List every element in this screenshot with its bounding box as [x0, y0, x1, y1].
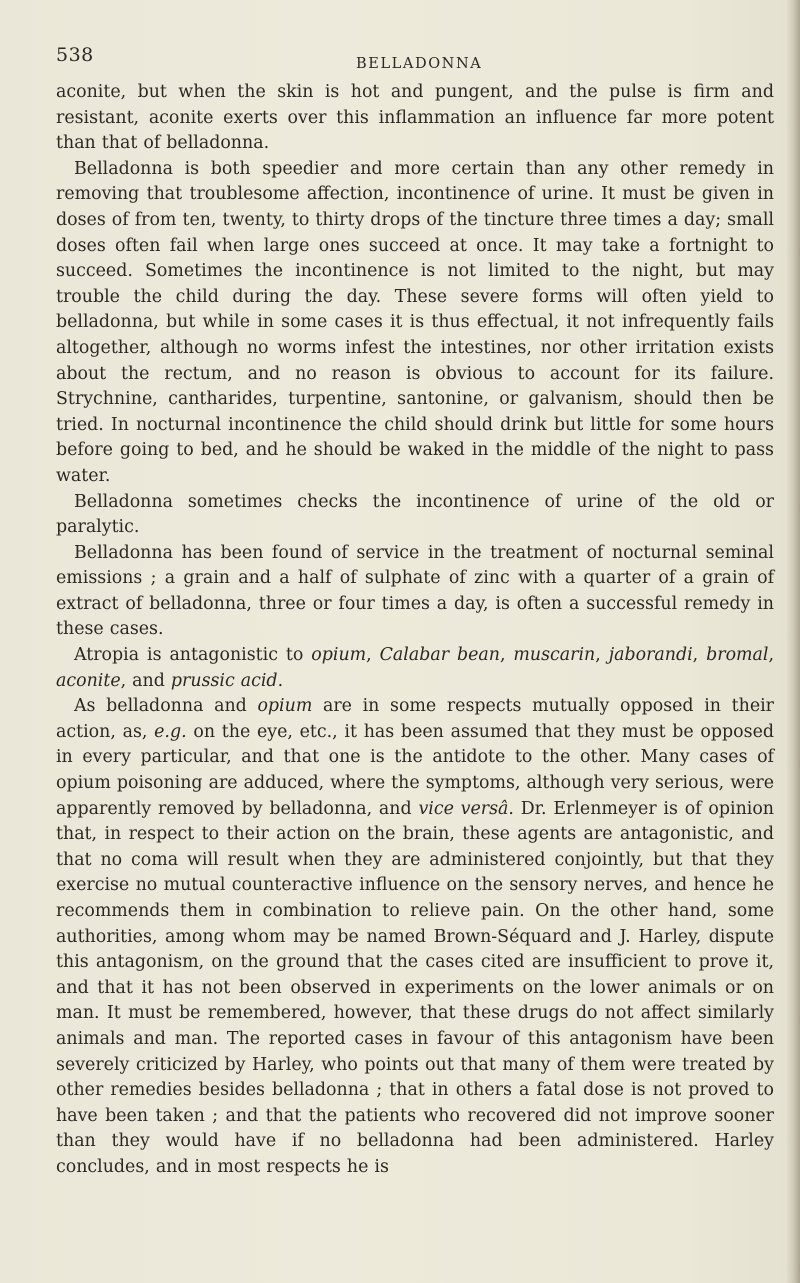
italic-term-vice-versa: vice versâ: [418, 798, 509, 819]
text-run: ,: [595, 645, 609, 666]
italic-term-prussic-acid: prussic acid: [170, 670, 278, 691]
italic-term-opium: opium: [257, 696, 313, 717]
paragraph-atropia-antagonists: [56, 643, 774, 694]
paragraph-seminal-emissions: Belladonna has been found of service in the treatment of nocturnal seminal emissions ; a grain and a half of sulphate of zinc with a quarter of a grain of extract of belladonna, three or four times a day, is often a successful remedy in these cases.: [56, 542, 774, 640]
paragraph-incontinence: Belladonna is both speedier and more certain than any other remedy in removing that troublesome affection, incontinence of urine. It must be given in doses of from ten, twenty, to thirty drops of the tincture three times a day; small doses often fail when large ones succeed at once. It may take a fortnight to succeed. Sometimes the incontinence is not limited to the night, but may trouble the child during the day. These severe forms will often yield to belladonna, but while in some cases it is thus effectual, it not infrequently fails altogether, although no worms infest the intestines, nor other irritation exists about the rectum, and no reason is obvious to account for its failure. Strychnine, cantharides, turpentine, santonine, or galvanism, should then be tried. In nocturnal incontinence the child should drink but little for some hours before going to bed, and he should be waked in the middle of the night to pass water.: [56, 158, 774, 486]
page-header: [56, 44, 776, 78]
text-run: Atropia is antagonistic to: [74, 645, 312, 666]
text-run: . Dr. Erlenmeyer is of opinion that, in respect to their action on the brain, these agents are antagonistic, and that no coma will result when they are administered conjointly, but that they exercise no mutual counteractive influence on the sensory nerves, and hence he recommends them in combination to relieve pain. On the other hand, some authorities, among whom may be named Brown-Séquard and J. Harley, dispute this antagonism, on the ground that the cases cited are insufficient to prove it, and that it has not been observed in experiments on the lower animals or on man. It must be remembered, however, that these drugs do not affect similarly animals and man. The reported cases in favour of this antagonism have been severely criticized by Harley, who points out that many of them were treated by other remedies besides belladonna ; that in others a fatal dose is not proved to have been taken ; and that the patients who recovered did not improve sooner than they would have if no belladonna had been administered. Harley concludes, and in most respects he is: [56, 798, 775, 1177]
italic-term-jaborandi: jaborandi: [608, 645, 693, 666]
text-run: ,: [499, 645, 514, 666]
italic-term-bromal: bromal: [706, 645, 769, 666]
text-run: ,: [768, 645, 774, 666]
italic-term-muscarin: muscarin: [513, 645, 596, 666]
text-run: ,: [366, 645, 380, 666]
text-run: are in some respects mutually opposed in their action, as,: [56, 696, 774, 742]
text-run: .: [277, 670, 284, 691]
italic-term-eg: e.g.: [154, 721, 187, 742]
paragraph-continuation: aconite, but when the skin is hot and pungent, and the pulse is firm and resistant, aconite exerts over this inflammation an influence far more potent than that of belladonna.: [56, 82, 774, 154]
italic-term-opium: opium: [311, 645, 367, 666]
body-text: [56, 80, 774, 1181]
text-run: , and: [120, 670, 171, 691]
page-number: 538: [56, 44, 94, 66]
text-run: ,: [692, 645, 707, 666]
italic-term-aconite: aconite: [56, 670, 121, 691]
text-run: As belladonna and: [74, 696, 258, 717]
running-head: BELLADONNA: [356, 56, 483, 72]
paragraph-opium-antagonism: [56, 694, 774, 1180]
paragraph-old-paralytic: Belladonna sometimes checks the incontinence of urine of the old or paralytic.: [56, 491, 774, 538]
italic-term-calabar-bean: Calabar bean: [379, 645, 500, 666]
page-edge-shadow: [786, 0, 800, 1283]
text-run: on the eye, etc., it has been assumed that they must be opposed in every particular, and that one is the antidote to the other. Many cases of opium poisoning are adduced, where the symptoms, although very serious, were apparently removed by belladonna, and: [56, 721, 774, 819]
